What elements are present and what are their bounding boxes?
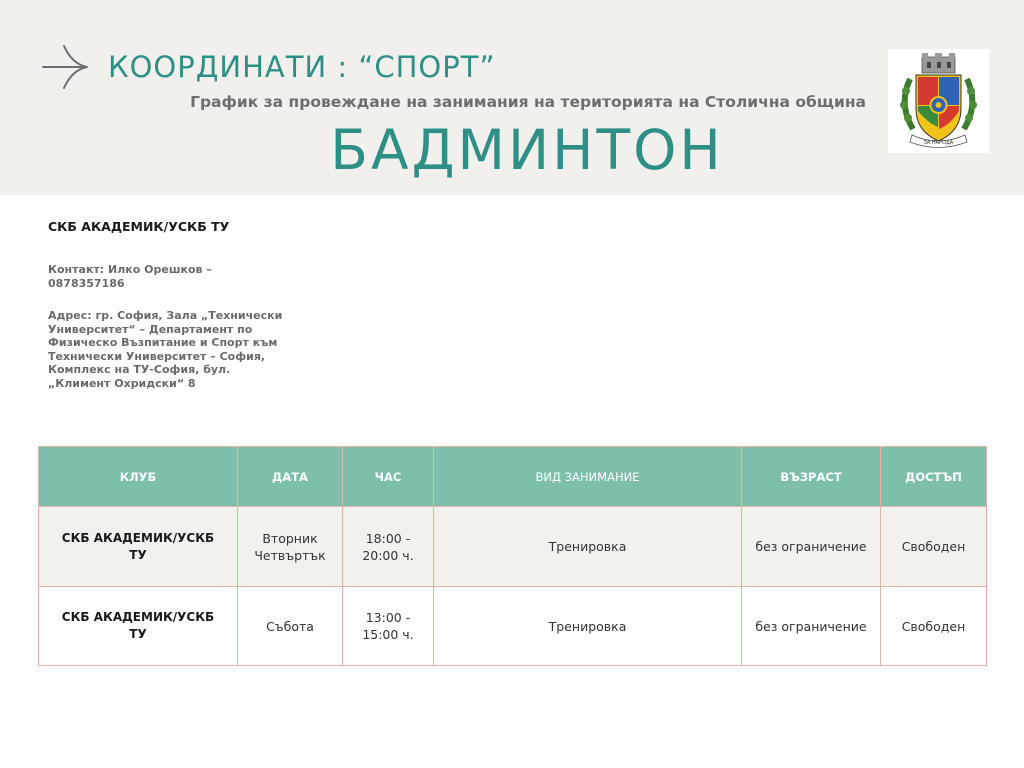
header-banner (0, 0, 1024, 195)
cell-time: 18:00 - 20:00 ч. (343, 507, 434, 587)
sofia-coat-of-arms-icon (888, 49, 989, 153)
cell-access: Свободен (881, 507, 987, 587)
column-header-activity: ВИД ЗАНИМАНИЕ (434, 447, 742, 507)
schedule-table (38, 446, 987, 666)
cell-activity: Тренировка (434, 587, 742, 666)
cell-access: Свободен (881, 587, 987, 666)
table-row (39, 507, 987, 587)
cell-age: без ограничение (742, 507, 881, 587)
cell-date: Вторник Четвъртък (238, 507, 343, 587)
series-title: КООРДИНАТИ : “СПОРТ” (108, 50, 496, 84)
cell-club: СКБ АКАДЕМИК/УСКБ ТУ (39, 587, 238, 666)
page-subtitle: График за провеждане на занимания на територията на Столична община (190, 93, 866, 111)
cell-club: СКБ АКАДЕМИК/УСКБ ТУ (39, 507, 238, 587)
page-title: БАДМИНТОН (330, 118, 724, 182)
column-header-access: ДОСТЪП (881, 447, 987, 507)
table-header-row (39, 447, 987, 507)
arrow-right-icon (42, 44, 90, 90)
column-header-age: ВЪЗРАСТ (742, 447, 881, 507)
column-header-club: КЛУБ (39, 447, 238, 507)
cell-age: без ограничение (742, 587, 881, 666)
column-header-time: ЧАС (343, 447, 434, 507)
cell-activity: Тренировка (434, 507, 742, 587)
table-row (39, 587, 987, 666)
club-contact: Контакт: Илко Орешков – 0878357186 (48, 263, 212, 290)
cell-time: 13:00 - 15:00 ч. (343, 587, 434, 666)
club-address: Адрес: гр. София, Зала „Технически Университет“ – Департамент по Физическо Възпитание и Спорт към Технически Университет – София, Комплекс на ТУ-София, бул. „Климент Охридски“ 8 (48, 309, 283, 390)
svg-text:ЗА НАРОДА: ЗА НАРОДА (923, 140, 954, 146)
column-header-date: ДАТА (238, 447, 343, 507)
club-name: СКБ АКАДЕМИК/УСКБ ТУ (48, 219, 230, 234)
cell-date: Събота (238, 587, 343, 666)
